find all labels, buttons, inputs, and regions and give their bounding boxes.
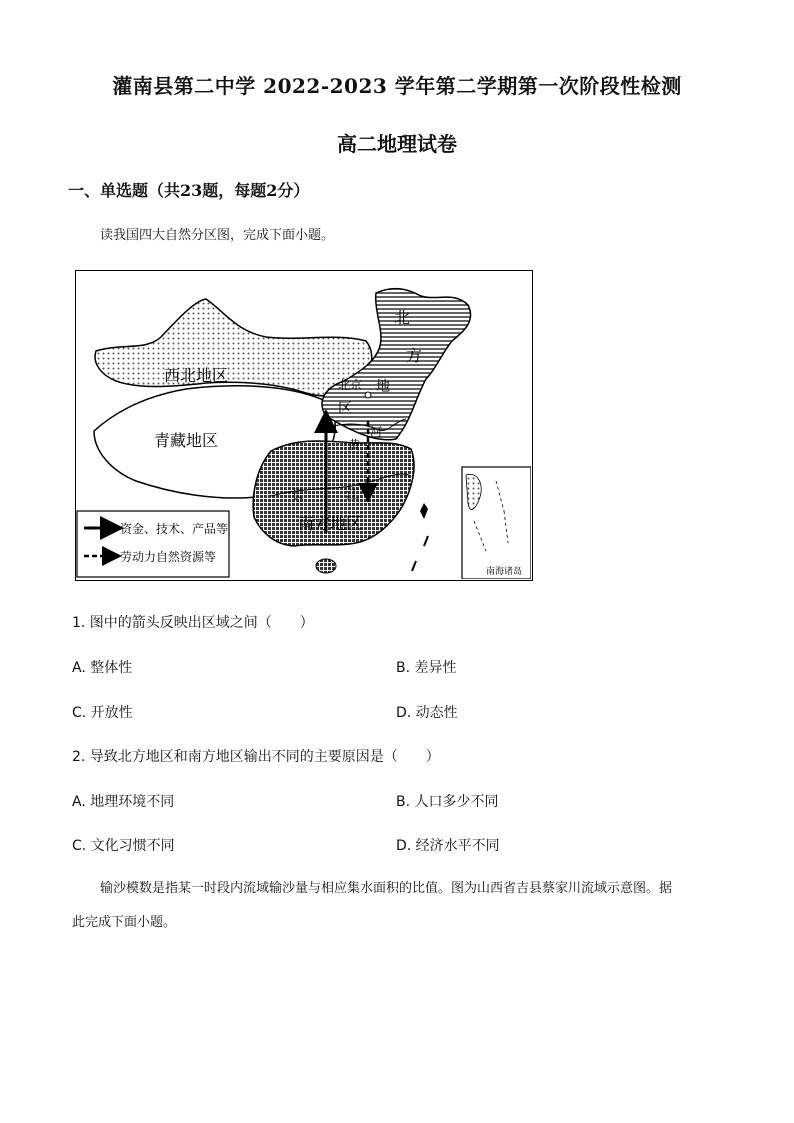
question-2-stem: 2. 导致北方地区和南方地区输出不同的主要原因是（ ）: [72, 749, 440, 765]
passage-2-line-2: 此完成下面小题。: [72, 915, 177, 930]
region-label-north-2: 方: [406, 346, 423, 365]
question-1-option-b[interactable]: B. 差异性: [396, 660, 457, 676]
passage-2-line-1: 输沙模数是指某一时段内流域输沙量与相应集水面积的比值。图为山西省吉县蔡家川流域示意图。据: [100, 881, 673, 896]
yellow-river-label-2: 河: [370, 425, 383, 439]
exam-title: 灌南县第二中学 2022-2023 学年第二学期第一次阶段性检测: [112, 74, 682, 98]
region-label-south: 南方地区: [298, 514, 363, 533]
region-label-northwest: 西北地区: [164, 366, 229, 385]
question-1-stem: 1. 图中的箭头反映出区域之间（ ）: [72, 615, 314, 631]
beijing-label: 北京: [338, 378, 363, 392]
legend-box: [77, 511, 229, 577]
question-1-option-d[interactable]: D. 动态性: [396, 705, 458, 721]
hainan-island: [316, 559, 336, 573]
china-regions-map: [75, 270, 533, 581]
question-1-option-c[interactable]: C. 开放性: [72, 705, 133, 721]
section-heading: 一、单选题（共23题，每题2分）: [68, 181, 310, 200]
legend-dashed-label: 劳动力自然资源等: [120, 550, 217, 564]
taiwan-island: [420, 503, 428, 519]
question-2-option-c[interactable]: C. 文化习惯不同: [72, 838, 175, 854]
region-label-tibet: 青藏地区: [154, 431, 219, 450]
beijing-marker: [365, 392, 371, 398]
question-intro: 读我国四大自然分区图，完成下面小题。: [100, 228, 335, 243]
yangtze-label-2: 江: [346, 488, 360, 503]
passage-2: [72, 872, 732, 940]
region-label-north-4: 区: [338, 401, 352, 417]
exam-subtitle: 高二地理试卷: [337, 132, 457, 156]
question-2-option-a[interactable]: A. 地理环境不同: [72, 794, 175, 810]
northwest-region: [95, 299, 372, 396]
question-1-option-a[interactable]: A. 整体性: [72, 660, 133, 676]
question-2-option-d[interactable]: D. 经济水平不同: [396, 838, 500, 854]
yellow-river-label-1: 黄: [348, 438, 361, 452]
yangtze-label-1: 长: [291, 488, 305, 503]
question-2-option-b[interactable]: B. 人口多少不同: [396, 794, 499, 810]
region-label-north-1: 北: [394, 308, 411, 327]
inset-label: 南海诸岛: [486, 567, 523, 577]
region-label-north-3: 地: [376, 379, 390, 395]
legend-solid-label: 资金、技术、产品等: [120, 522, 229, 536]
